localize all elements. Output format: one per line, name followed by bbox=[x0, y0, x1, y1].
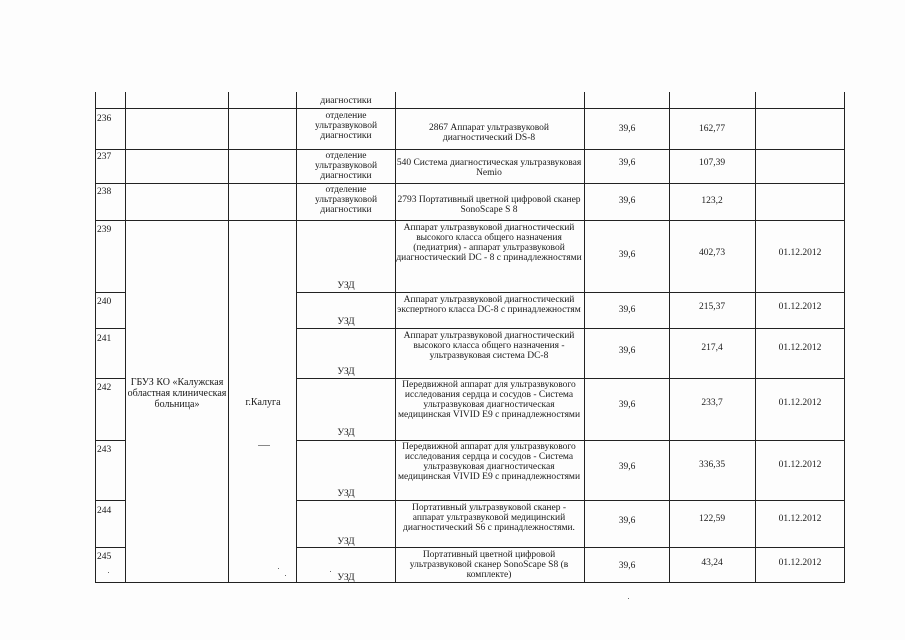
cost-cell: 215,37 bbox=[698, 302, 726, 312]
date-cell: 01.12.2012 bbox=[778, 302, 822, 312]
row-number: 237 bbox=[97, 152, 112, 162]
rate-cell: 39,6 bbox=[618, 346, 636, 356]
scan-speck bbox=[278, 568, 279, 569]
date-cell: 01.12.2012 bbox=[778, 514, 822, 524]
cost-cell: 122,59 bbox=[698, 514, 726, 524]
row-line bbox=[95, 440, 125, 441]
device-cell: Аппарат ультразвуковой диагностический высокого класса общего назначения (педиатрия) - аппарат ультразвуковой диагностический DC - 8 с принадлежностями bbox=[396, 223, 582, 263]
rate-cell: 39,6 bbox=[618, 124, 636, 134]
device-cell: Передвижной аппарат для ультразвукового исследования сердца и сосудов - Система ультразвуковая диагностическая медицинская VIVID E9 с принадлежностями bbox=[397, 380, 581, 420]
row-line bbox=[95, 292, 125, 293]
cost-cell: 217,4 bbox=[701, 343, 723, 353]
scan-speck bbox=[108, 572, 109, 573]
row-number: 243 bbox=[97, 445, 112, 455]
cost-cell: 123,2 bbox=[701, 196, 723, 206]
row-number: 240 bbox=[97, 297, 112, 307]
col-line bbox=[844, 92, 845, 582]
row-line bbox=[296, 440, 845, 441]
device-cell: Аппарат ультразвуковой диагностический высокого класса общего назначения - ультразвуковая система DC-8 bbox=[403, 331, 575, 361]
cost-cell: 162,77 bbox=[698, 124, 726, 134]
dept-cell: отделение ультразвуковой диагностики bbox=[314, 151, 378, 181]
row-line bbox=[296, 547, 845, 548]
date-cell: 01.12.2012 bbox=[778, 343, 822, 353]
cost-cell: 43,24 bbox=[701, 558, 723, 568]
date-cell: 01.12.2012 bbox=[778, 398, 822, 408]
row-number: 242 bbox=[97, 383, 112, 393]
row-line bbox=[95, 220, 845, 221]
scan-speck bbox=[330, 571, 331, 572]
cost-cell: 402,73 bbox=[698, 248, 726, 258]
dept-cell: УЗД bbox=[337, 537, 355, 547]
rate-cell: 39,6 bbox=[618, 561, 636, 571]
col-line bbox=[228, 92, 229, 582]
row-number: 236 bbox=[97, 114, 112, 124]
row-line bbox=[296, 378, 845, 379]
dept-cell: УЗД bbox=[337, 281, 355, 291]
dept-cell: УЗД bbox=[337, 428, 355, 438]
city-cell: г.Калуга bbox=[245, 397, 281, 408]
dept-cell: диагностики bbox=[320, 96, 372, 106]
row-line bbox=[296, 292, 845, 293]
organization-cell: ГБУЗ КО «Калужская областная клиническая больница» bbox=[127, 377, 227, 410]
col-line bbox=[296, 92, 297, 582]
rate-cell: 39,6 bbox=[618, 400, 636, 410]
col-line bbox=[755, 92, 756, 582]
row-line bbox=[95, 500, 125, 501]
row-line bbox=[95, 328, 125, 329]
row-number: 241 bbox=[97, 334, 112, 344]
dept-cell: УЗД bbox=[337, 573, 355, 583]
row-line bbox=[95, 149, 845, 150]
dept-cell: УЗД bbox=[337, 317, 355, 327]
row-line bbox=[95, 183, 845, 184]
scan-speck bbox=[285, 575, 286, 576]
row-line bbox=[95, 547, 125, 548]
cost-cell: 107,39 bbox=[698, 158, 726, 168]
row-line bbox=[95, 108, 845, 109]
row-line bbox=[95, 582, 845, 583]
dept-cell: отделение ультразвуковой диагностики bbox=[314, 111, 378, 141]
row-line bbox=[296, 500, 845, 501]
device-cell: 2867 Аппарат ультразвуковой диагностический DS-8 bbox=[429, 123, 549, 143]
device-cell: Портативный цветной цифровой ультразвуковой сканер SonoScape S8 (в комплекте) bbox=[409, 550, 569, 580]
dept-cell: УЗД bbox=[337, 489, 355, 499]
rate-cell: 39,6 bbox=[618, 250, 636, 260]
dept-cell: отделение ультразвуковой диагностики bbox=[314, 185, 378, 215]
cost-cell: 336,35 bbox=[698, 460, 726, 470]
row-number: 239 bbox=[97, 225, 112, 235]
rate-cell: 39,6 bbox=[618, 305, 636, 315]
rate-cell: 39,6 bbox=[618, 462, 636, 472]
row-line bbox=[95, 378, 125, 379]
row-number: 238 bbox=[97, 187, 112, 197]
cost-cell: 233,7 bbox=[701, 398, 723, 408]
device-cell: 540 Система диагностическая ультразвуковая Nemio bbox=[396, 158, 582, 178]
date-cell: 01.12.2012 bbox=[778, 248, 822, 258]
row-number: 244 bbox=[97, 506, 112, 516]
col-line bbox=[584, 92, 585, 582]
rate-cell: 39,6 bbox=[618, 196, 636, 206]
col-line bbox=[125, 92, 126, 582]
date-cell: 01.12.2012 bbox=[778, 558, 822, 568]
device-cell: Аппарат ультразвуковой диагностический экспертного класса DC-8 с принадлежностям bbox=[397, 295, 581, 315]
row-line bbox=[296, 328, 845, 329]
rate-cell: 39,6 bbox=[618, 158, 636, 168]
scan-speck bbox=[628, 598, 629, 599]
city-underline-mark bbox=[258, 445, 270, 446]
row-number: 245 bbox=[97, 552, 112, 562]
device-cell: Портативный ультразвуковой сканер - аппарат ультразвуковой медицинский диагностический S6 с принадлежностями. bbox=[403, 503, 575, 533]
date-cell: 01.12.2012 bbox=[778, 460, 822, 470]
dept-cell: УЗД bbox=[337, 367, 355, 377]
device-cell: 2793 Портативный цветной цифровой сканер SonoScape S 8 bbox=[397, 195, 581, 215]
device-cell: Передвижной аппарат для ультразвукового исследования сердца и сосудов - Система ультразвуковая диагностическая медицинская VIVID E9 с принадлежностями bbox=[397, 442, 581, 482]
col-line bbox=[95, 92, 96, 582]
rate-cell: 39,6 bbox=[618, 516, 636, 526]
